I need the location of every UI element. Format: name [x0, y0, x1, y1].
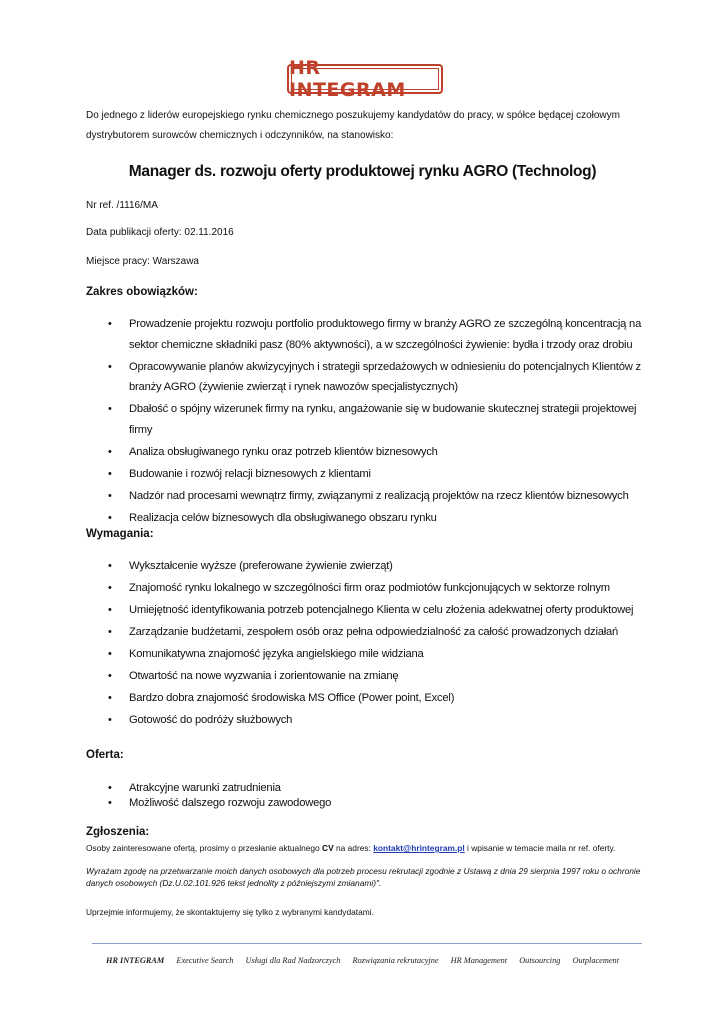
- responsibilities-list: [86, 314, 646, 530]
- list-item: • Realizacja celów biznesowych dla obsługiwanego obszaru rynku: [108, 511, 437, 524]
- list-item: • Prowadzenie projektu rozwoju portfolio produktowego firmy w branży AGRO ze szczególną koncentracją na sektor chemiczne składniki pasz (80% aktywności), a w szczególności żywienie: bydła i trzody oraz drobiu: [108, 318, 642, 351]
- list-item: • Bardzo dobra znajomość środowiska MS Office (Power point, Excel): [108, 692, 455, 704]
- contact-email-link[interactable]: kontakt@hrintegram.pl: [373, 843, 465, 853]
- footer-item: Usługi dla Rad Nadzorczych: [245, 956, 341, 965]
- footer-divider: [92, 943, 642, 944]
- list-item: • Znajomość rynku lokalnego w szczególności firm oraz podmiotów funkcjonujących w sektorze rolnym: [108, 582, 610, 594]
- footer-item: Outsourcing: [519, 956, 561, 965]
- data-consent-clause: Wyrażam zgodę na przetwarzanie moich danych osobowych dla potrzeb procesu rekrutacji zgodnie z Ustawą z dnia 29 sierpnia 1997 roku o ochronie danych osobowych (Dz.U.02.101.926 tekst jednolity z późniejszymi zmianami)".: [86, 866, 641, 888]
- footer-item: Outplacement: [572, 956, 619, 965]
- list-item: • Nadzór nad procesami wewnątrz firmy, związanymi z realizacją projektów na rzecz klientów biznesowych: [108, 489, 629, 502]
- hr-integram-logo: [287, 57, 443, 101]
- footer-item: HR Management: [450, 956, 508, 965]
- list-item: • Możliwość dalszego rozwoju zawodowego: [108, 796, 332, 809]
- cv-label: CV: [322, 843, 334, 853]
- list-item: • Otwartość na nowe wyzwania i zorientowanie na zmianę: [108, 670, 399, 682]
- footer-services: [0, 956, 725, 965]
- intro-paragraph: Do jednego z liderów europejskiego rynku chemicznego poszukujemy kandydatów do pracy, w spółce będącej czołowym dystrybutorem surowców chemicznych i odczynników, na stanowisko:: [86, 110, 620, 141]
- requirements-heading: Wymagania:: [86, 528, 154, 540]
- footer-brand: HR INTEGRAM: [105, 956, 165, 965]
- list-item: • Opracowywanie planów akwizycyjnych i strategii sprzedażowych w odniesieniu do potencjalnych Klientów z branży AGRO (żywienie zwierząt i rynek nawozów specjalistycznych): [108, 360, 641, 393]
- application-instructions: Osoby zainteresowane ofertą, prosimy o przesłanie aktualnego CV na adres: kontakt@hrintegram.pl i wpisanie w temacie maila nr ref. oferty.: [86, 843, 616, 853]
- responsibilities-heading: Zakres obowiązków:: [86, 286, 198, 298]
- list-item: • Umiejętność identyfikowania potrzeb potencjalnego Klienta w celu złożenia adekwatnej oferty produktowej: [108, 604, 634, 616]
- work-location: Miejsce pracy: Warszawa: [86, 256, 199, 267]
- list-item: • Atrakcyjne warunki zatrudnienia: [108, 782, 281, 794]
- list-item: • Zarządzanie budżetami, zespołem osób oraz pełna odpowiedzialność za całość prowadzonych działań: [108, 626, 619, 638]
- requirements-list: [86, 556, 646, 732]
- applications-heading: Zgłoszenia:: [86, 826, 150, 838]
- list-item: • Budowanie i rozwój relacji biznesowych z klientami: [108, 467, 371, 480]
- list-item: • Analiza obsługiwanego rynku oraz potrzeb klientów biznesowych: [108, 445, 438, 458]
- logo-text: HR INTEGRAM: [289, 57, 406, 101]
- reference-number: Nr ref. /1116/MA: [86, 200, 158, 211]
- contact-notice: Uprzejmie informujemy, że skontaktujemy się tylko z wybranymi kandydatami.: [86, 907, 374, 917]
- list-item: • Wykształcenie wyższe (preferowane żywienie zwierząt): [108, 560, 393, 572]
- list-item: • Komunikatywna znajomość języka angielskiego mile widziana: [108, 648, 424, 660]
- offer-heading: Oferta:: [86, 749, 124, 761]
- offer-list: [86, 781, 646, 810]
- footer-item: Executive Search: [176, 956, 234, 965]
- publication-date: Data publikacji oferty: 02.11.2016: [86, 227, 234, 238]
- list-item: • Dbałość o spójny wizerunek firmy na rynku, angażowanie się w budowanie skutecznej strategii projektowej firmy: [108, 403, 637, 436]
- job-title: Manager ds. rozwoju oferty produktowej rynku AGRO (Technolog): [128, 163, 597, 180]
- list-item: • Gotowość do podróży służbowych: [108, 714, 293, 726]
- footer-item: Rozwiązania rekrutacyjne: [352, 956, 439, 965]
